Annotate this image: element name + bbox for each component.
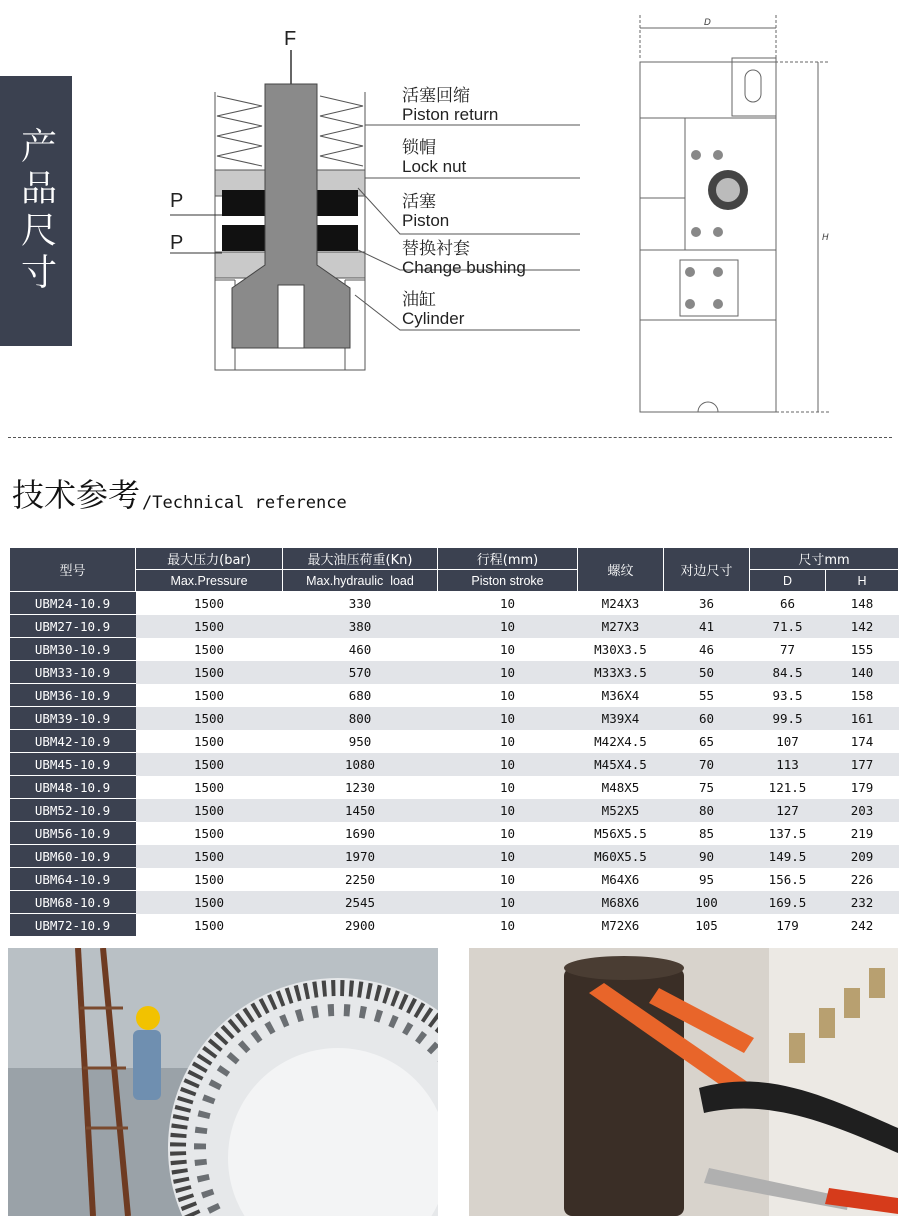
stroke-cell: 10 [438, 845, 578, 868]
h-cell: 174 [850, 733, 874, 749]
d-cell: 99.5 [750, 707, 826, 730]
af-cell: 55 [698, 687, 715, 703]
thread-cell: M42X4.5 [594, 733, 647, 749]
h-cell: 242 [850, 917, 874, 933]
af-cell: 75 [698, 779, 715, 795]
cross-section-diagram [150, 20, 590, 390]
table-row [10, 845, 899, 868]
pressure-cell: 1500 [136, 661, 283, 684]
model-cell: UBM42-10.9 [10, 730, 136, 753]
part-piston-return-label: 活塞回缩 Piston return [402, 86, 499, 124]
d-cell: 84.5 [750, 661, 826, 684]
pressure-cell: 1500 [193, 917, 225, 933]
load-cell: 2545 [283, 891, 438, 914]
model-cell: UBM27-10.9 [10, 615, 136, 638]
pressure-cell: 1500 [136, 753, 283, 776]
stroke-cell: 10 [499, 779, 516, 795]
table-row [10, 592, 899, 615]
spec-table-body [10, 592, 899, 937]
pressure-cell: 1500 [193, 871, 225, 887]
table-row [10, 868, 899, 891]
af-cell: 80 [664, 799, 750, 822]
h-cell: 155 [850, 641, 874, 657]
af-cell: 65 [698, 733, 715, 749]
h-cell: 179 [850, 779, 874, 795]
af-cell: 36 [698, 595, 715, 611]
stroke-cell: 10 [438, 707, 578, 730]
thread-cell: M68X6 [578, 891, 664, 914]
load-cell: 1690 [344, 825, 376, 841]
model-cell: UBM36-10.9 [10, 684, 136, 707]
pressure-cell: 1500 [193, 825, 225, 841]
cross-section-drawing [150, 20, 590, 390]
load-cell: 950 [348, 733, 372, 749]
h-cell: 161 [826, 707, 899, 730]
pressure-cell: 1500 [193, 779, 225, 795]
load-cell: 1080 [283, 753, 438, 776]
h-cell: 158 [850, 687, 874, 703]
col-thread-header: 螺纹 [578, 548, 664, 592]
model-cell: UBM68-10.9 [10, 891, 136, 914]
d-cell: 169.5 [750, 891, 826, 914]
heading-en: /Technical reference [142, 493, 347, 513]
photo-hydraulic-nut-in-use [469, 948, 898, 1216]
load-cell: 680 [348, 687, 372, 703]
table-row [10, 638, 899, 661]
h-cell: 219 [850, 825, 874, 841]
pressure-cell: 1500 [193, 687, 225, 703]
load-cell: 800 [283, 707, 438, 730]
h-cell: 203 [826, 799, 899, 822]
thread-cell: M27X3 [578, 615, 664, 638]
load-cell: 2900 [344, 917, 376, 933]
stroke-cell: 10 [499, 733, 516, 749]
thread-cell: M60X5.5 [578, 845, 664, 868]
af-cell: 85 [698, 825, 715, 841]
pressure-cell: 1500 [193, 641, 225, 657]
pressure-cell: 1500 [193, 595, 225, 611]
model-cell: UBM45-10.9 [10, 753, 136, 776]
af-cell: 50 [664, 661, 750, 684]
col-across-flats-header: 对边尺寸 [664, 548, 750, 592]
stroke-cell: 10 [438, 753, 578, 776]
col-load-header-en: Max.hydraulic load [283, 570, 438, 592]
af-cell: 70 [664, 753, 750, 776]
model-cell: UBM64-10.9 [10, 868, 136, 891]
dim-d-label: D [704, 18, 711, 28]
stroke-cell: 10 [438, 891, 578, 914]
thread-cell: M24X3 [601, 595, 640, 611]
af-cell: 90 [664, 845, 750, 868]
stroke-cell: 10 [438, 661, 578, 684]
af-cell: 95 [698, 871, 715, 887]
thread-cell: M39X4 [578, 707, 664, 730]
d-cell: 93.5 [772, 687, 803, 703]
load-cell: 1230 [344, 779, 376, 795]
stroke-cell: 10 [438, 615, 578, 638]
h-cell: 140 [826, 661, 899, 684]
photo-wind-turbine-bearing [8, 948, 438, 1216]
col-stroke-header-zh: 行程(mm) [438, 548, 578, 570]
col-stroke-header-en: Piston stroke [438, 570, 578, 592]
d-cell: 107 [776, 733, 799, 749]
model-cell: UBM24-10.9 [10, 592, 136, 615]
dimension-drawing-svg [600, 10, 890, 430]
h-cell: 148 [850, 595, 874, 611]
model-cell: UBM33-10.9 [10, 661, 136, 684]
part-cylinder-label: 油缸 Cylinder [402, 290, 465, 328]
table-row [10, 891, 899, 914]
load-cell: 1970 [283, 845, 438, 868]
model-cell: UBM30-10.9 [10, 638, 136, 661]
af-cell: 46 [698, 641, 715, 657]
side-tab [0, 76, 72, 346]
load-cell: 1450 [283, 799, 438, 822]
af-cell: 41 [664, 615, 750, 638]
thread-cell: M64X6 [601, 871, 640, 887]
af-cell: 105 [695, 917, 718, 933]
thread-cell: M30X3.5 [594, 641, 647, 657]
heading-zh: 技术参考 [12, 476, 141, 514]
stroke-cell: 10 [499, 825, 516, 841]
pressure-label-lower: P [170, 232, 184, 254]
pressure-cell: 1500 [136, 891, 283, 914]
pressure-cell: 1500 [136, 799, 283, 822]
model-cell: UBM60-10.9 [10, 845, 136, 868]
thread-cell: M33X3.5 [578, 661, 664, 684]
part-change-bushing-label: 替换衬套 Change bushing [402, 239, 526, 277]
table-row [10, 707, 899, 730]
col-model-header: 型号 [10, 548, 136, 592]
load-cell: 380 [283, 615, 438, 638]
col-pressure-header-zh: 最大压力(bar) [136, 548, 283, 570]
table-row [10, 615, 899, 638]
table-row [10, 753, 899, 776]
pressure-cell: 1500 [136, 707, 283, 730]
stroke-cell: 10 [499, 687, 516, 703]
dim-h-label: H [822, 233, 829, 243]
part-piston-label: 活塞 Piston [402, 192, 450, 230]
pressure-label-upper: P [170, 190, 184, 212]
model-cell: UBM52-10.9 [10, 799, 136, 822]
d-cell: 179 [776, 917, 799, 933]
load-cell: 570 [283, 661, 438, 684]
col-h-header: H [826, 570, 899, 592]
table-row [10, 684, 899, 707]
model-cell: UBM39-10.9 [10, 707, 136, 730]
h-cell: 142 [826, 615, 899, 638]
model-cell: UBM56-10.9 [10, 822, 136, 845]
thread-cell: M48X5 [601, 779, 640, 795]
load-cell: 330 [348, 595, 372, 611]
af-cell: 60 [664, 707, 750, 730]
col-d-header: D [750, 570, 826, 592]
model-cell: UBM72-10.9 [10, 914, 136, 937]
d-cell: 71.5 [750, 615, 826, 638]
table-row [10, 661, 899, 684]
af-cell: 100 [664, 891, 750, 914]
product-dimension-drawing [600, 10, 890, 430]
thread-cell: M36X4 [601, 687, 640, 703]
col-pressure-header-en: Max.Pressure [136, 570, 283, 592]
d-cell: 149.5 [750, 845, 826, 868]
stroke-cell: 10 [499, 871, 516, 887]
table-row [10, 776, 899, 799]
d-cell: 121.5 [768, 779, 807, 795]
stroke-cell: 10 [499, 917, 516, 933]
thread-cell: M72X6 [601, 917, 640, 933]
d-cell: 127 [750, 799, 826, 822]
pressure-cell: 1500 [193, 733, 225, 749]
h-cell: 209 [826, 845, 899, 868]
model-cell: UBM48-10.9 [10, 776, 136, 799]
stroke-cell: 10 [438, 799, 578, 822]
spec-table [9, 547, 899, 937]
thread-cell: M56X5.5 [594, 825, 647, 841]
load-cell: 2250 [344, 871, 376, 887]
d-cell: 113 [750, 753, 826, 776]
d-cell: 156.5 [768, 871, 807, 887]
col-size-header: 尺寸mm [750, 548, 899, 570]
d-cell: 66 [779, 595, 796, 611]
force-label: F [284, 28, 297, 50]
technical-reference-heading [12, 470, 347, 516]
h-cell: 232 [826, 891, 899, 914]
h-cell: 177 [826, 753, 899, 776]
table-row [10, 730, 899, 753]
table-row [10, 799, 899, 822]
thread-cell: M52X5 [578, 799, 664, 822]
h-cell: 226 [850, 871, 874, 887]
stroke-cell: 10 [499, 595, 516, 611]
d-cell: 137.5 [768, 825, 807, 841]
pressure-cell: 1500 [136, 615, 283, 638]
stroke-cell: 10 [499, 641, 516, 657]
section-divider [8, 437, 892, 438]
col-load-header-zh: 最大油压荷重(Kn) [283, 548, 438, 570]
d-cell: 77 [779, 641, 796, 657]
load-cell: 460 [348, 641, 372, 657]
table-row [10, 914, 899, 937]
thread-cell: M45X4.5 [578, 753, 664, 776]
part-lock-nut-label: 锁帽 Lock nut [402, 138, 467, 176]
table-row [10, 822, 899, 845]
side-tab-label: 产品尺寸 [15, 127, 57, 295]
pressure-cell: 1500 [136, 845, 283, 868]
